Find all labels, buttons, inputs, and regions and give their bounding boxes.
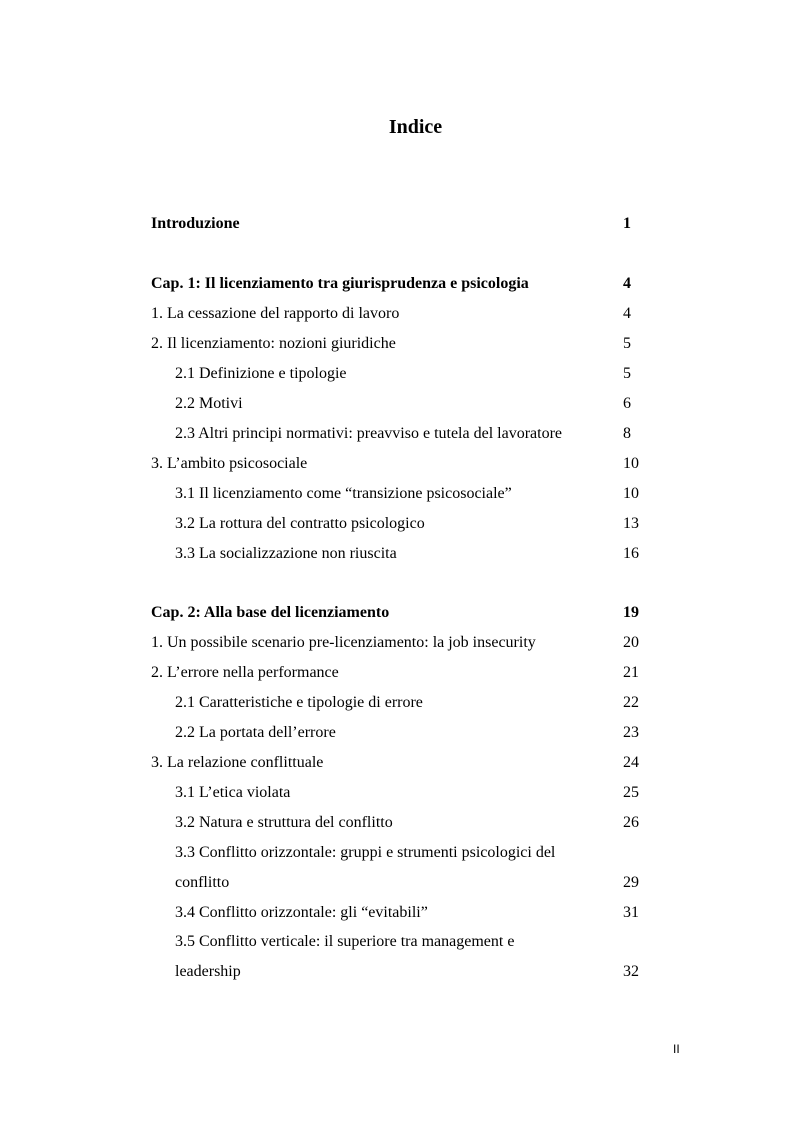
toc-entry-label: 3.5 Conflitto verticale: il superiore tra management e [175, 933, 515, 950]
toc-entry-page: 4 [623, 275, 631, 292]
toc-entry-subsection[interactable] [151, 514, 641, 544]
toc-entry-section[interactable] [151, 454, 641, 484]
toc-entry-subsection[interactable] [151, 783, 641, 813]
toc-entry-label: 3.1 L’etica violata [175, 784, 291, 801]
toc-entry-label: 2.1 Definizione e tipologie [175, 365, 347, 382]
toc-entry-label: conflitto [175, 874, 230, 891]
toc-entry-label: 1. Un possibile scenario pre-licenziamento: la job insecurity [151, 634, 536, 651]
toc-entry-subsection[interactable] [151, 484, 641, 514]
toc-entry-subsection[interactable] [151, 394, 641, 424]
toc-entry-page: 25 [623, 784, 639, 801]
toc-entry-page: 16 [623, 545, 639, 562]
page-number: II [673, 1042, 680, 1056]
toc-entry-page: 32 [623, 963, 639, 980]
toc-entry-page: 6 [623, 395, 631, 412]
toc-entry-page: 5 [623, 335, 631, 352]
toc-entry-subsection[interactable] [151, 723, 641, 753]
toc-entry-page: 8 [623, 425, 631, 442]
toc-entry-section[interactable] [151, 334, 641, 364]
toc-entry-label: 3. La relazione conflittuale [151, 754, 324, 771]
toc-entry-page: 24 [623, 754, 639, 771]
toc-entry-label: 2. Il licenziamento: nozioni giuridiche [151, 335, 396, 352]
toc-entry-label: leadership [175, 963, 241, 980]
toc-entry-subsection[interactable] [151, 813, 641, 843]
toc-entry-section[interactable] [151, 304, 641, 334]
toc-entry-subsection[interactable] [151, 932, 641, 962]
toc-entry-page: 1 [623, 215, 631, 232]
toc-entry-chapter-2[interactable] [151, 603, 641, 633]
page-title: Indice [388, 116, 443, 138]
toc-entry-subsection-continued[interactable] [151, 962, 641, 992]
toc-entry-label: 3.3 La socializzazione non riuscita [175, 545, 397, 562]
toc-entry-subsection[interactable] [151, 903, 641, 933]
toc-entry-label: Cap. 1: Il licenziamento tra giurisprudenza e psicologia [151, 275, 529, 292]
toc-entry-label: Cap. 2: Alla base del licenziamento [151, 604, 390, 621]
toc-entry-page: 5 [623, 365, 631, 382]
toc-entry-introduction[interactable] [151, 214, 641, 244]
toc-entry-page: 19 [623, 604, 639, 621]
toc-entry-label: 3. L’ambito psicosociale [151, 455, 308, 472]
toc-entry-label: 2.2 La portata dell’errore [175, 724, 336, 741]
toc-entry-section[interactable] [151, 753, 641, 783]
toc-entry-label: 3.1 Il licenziamento come “transizione psicosociale” [175, 485, 512, 502]
toc-entry-page: 4 [623, 305, 631, 322]
toc-entry-subsection[interactable] [151, 424, 641, 454]
toc-entry-label: Introduzione [151, 215, 240, 232]
toc-entry-subsection[interactable] [151, 843, 641, 873]
toc-entry-label: 3.2 Natura e struttura del conflitto [175, 814, 393, 831]
toc-entry-label: 2.2 Motivi [175, 395, 243, 412]
toc-entry-page: 13 [623, 515, 639, 532]
toc-entry-page: 21 [623, 664, 639, 681]
toc-entry-label: 3.2 La rottura del contratto psicologico [175, 515, 425, 532]
toc-entry-label: 2.1 Caratteristiche e tipologie di errore [175, 694, 423, 711]
toc-entry-page: 22 [623, 694, 639, 711]
toc-entry-section[interactable] [151, 663, 641, 693]
toc-entry-label: 3.3 Conflitto orizzontale: gruppi e strumenti psicologici del [175, 844, 556, 861]
toc-entry-subsection[interactable] [151, 544, 641, 574]
toc-entry-page: 10 [623, 485, 639, 502]
toc-entry-page: 29 [623, 874, 639, 891]
toc-entry-label: 1. La cessazione del rapporto di lavoro [151, 305, 400, 322]
toc-entry-chapter-1[interactable] [151, 274, 641, 304]
toc-entry-page: 10 [623, 455, 639, 472]
toc-entry-label: 2.3 Altri principi normativi: preavviso e tutela del lavoratore [175, 425, 562, 442]
toc-entry-section[interactable] [151, 633, 641, 663]
toc-entry-subsection-continued[interactable] [151, 873, 641, 903]
toc-entry-page: 20 [623, 634, 639, 651]
toc-entry-page: 26 [623, 814, 639, 831]
toc-entry-subsection[interactable] [151, 693, 641, 723]
toc-entry-page: 23 [623, 724, 639, 741]
toc-entry-page: 31 [623, 904, 639, 921]
toc-entry-label: 3.4 Conflitto orizzontale: gli “evitabili” [175, 904, 428, 921]
toc-entry-label: 2. L’errore nella performance [151, 664, 339, 681]
toc-entry-subsection[interactable] [151, 364, 641, 394]
